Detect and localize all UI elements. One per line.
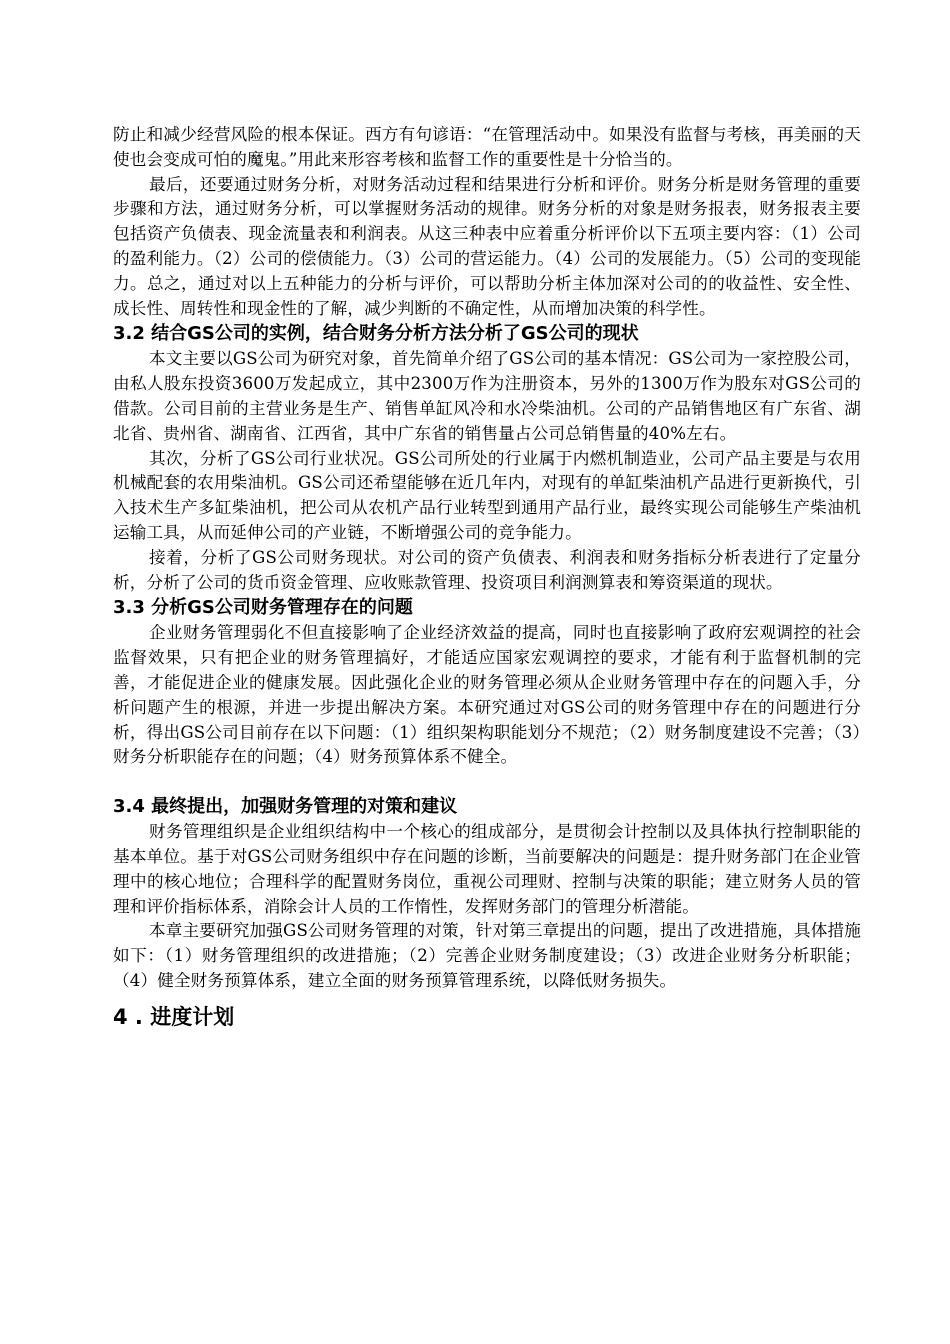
paragraph-financial-analysis: 最后，还要通过财务分析，对财务活动过程和结果进行分析和评价。财务分析是财务管理的重要步骤和方法，通过财务分析，可以掌握财务活动的规律。财务分析的对象是财务报表，财务报表主要包括资产负债表、现金流量表和利润表。从这三种表中应着重分析评价以下五项主要内容：（1）公司的盈利能力。（2）公司的偿债能力。（3）公司的营运能力。（4）公司的发展能力。（5）公司的变现能力。总之，通过对以上五种能力的分析与评价，可以帮助分析主体加深对公司的的收益性、安全性、成长性、周转性和现金性的了解，减少判断的不确定性，从而增加决策的科学性。 <box>113 174 861 318</box>
paragraph-company-overview: 本文主要以GS公司为研究对象，首先简单介绍了GS公司的基本情况：GS公司为一家控股公司，由私人股东投资3600万发起成立，其中2300万作为注册资本，另外的1300万作为股东对GS公司的借款。公司目前的主营业务是生产、销售单缸风冷和水冷柴油机。公司的产品销售地区有广东省、湖北省、贵州省、湖南省、江西省，其中广东省的销售量占公司总销售量的40%左右。 <box>113 349 861 443</box>
section-heading-3-3: 3.3 分析GS公司财务管理存在的问题 <box>113 597 413 619</box>
section-heading-3-4: 3.4 最终提出，加强财务管理的对策和建议 <box>113 796 458 818</box>
chapter-heading-4: 4 . 进度计划 <box>113 1004 235 1029</box>
section-spacer <box>113 994 861 1002</box>
paragraph-risk-supervision: 防止和减少经营风险的根本保证。西方有句谚语：“在管理活动中。如果没有监督与考核，再美丽的天使也会变成可怕的魔鬼。”用此来形容考核和监督工作的重要性是十分恰当的。 <box>113 125 861 169</box>
paragraph-organization-improvement: 财务管理组织是企业组织结构中一个核心的组成部分，是贯彻会计控制以及具体执行控制职能的基本单位。基于对GS公司财务组织中存在问题的诊断，当前要解决的问题是：提升财务部门在企业管理中的核心地位；合理科学的配置财务岗位，重视公司理财、控制与决策的职能；建立财务人员的管理和评价指标体系，消除会计人员的工作惰性，发挥财务部门的管理分析潜能。 <box>113 822 861 916</box>
document-body <box>113 123 861 1032</box>
paragraph-industry-status: 其次，分析了GS公司行业状况。GS公司所处的行业属于内燃机制造业，公司产品主要是与农用机械配套的农用柴油机。GS公司还希望能够在近几年内，对现有的单缸柴油机产品进行更新换代，引入技术生产多缸柴油机，把公司从农机产品行业转型到通用产品行业，最终实现公司能够生产柴油机运输工具，从而延伸公司的产业链，不断增强公司的竞争能力。 <box>113 448 861 542</box>
paragraph-management-problems: 企业财务管理弱化不但直接影响了企业经济效益的提高，同时也直接影响了政府宏观调控的社会监督效果，只有把企业的财务管理搞好，才能适应国家宏观调控的要求，才能有利于监督机制的完善，才能促进企业的健康发展。因此强化企业的财务管理必须从企业财务管理中存在的问题入手，分析问题产生的根源，并进一步提出解决方案。本研究通过对GS公司的财务管理中存在的问题进行分析，得出GS公司目前存在以下问题：（1）组织架构职能划分不规范；（2）财务制度建设不完善；（3）财务分析职能存在的问题；（4）财务预算体系不健全。 <box>113 623 861 767</box>
section-heading-3-2: 3.2 结合GS公司的实例，结合财务分析方法分析了GS公司的现状 <box>113 323 639 345</box>
section-spacer <box>113 770 861 794</box>
paragraph-countermeasures: 本章主要研究加强GS公司财务管理的对策，针对第三章提出的问题，提出了改进措施，具体措施如下：（1）财务管理组织的改进措施；（2）完善企业财务制度建设；（3）改进企业财务分析职能；（4）健全财务预算体系，建立全面的财务预算管理系统，以降低财务损失。 <box>113 921 861 990</box>
paragraph-financial-status: 接着，分析了GS公司财务现状。对公司的资产负债表、利润表和财务指标分析表进行了定量分析，分析了公司的货币资金管理、应收账款管理、投资项目利润测算表和筹资渠道的现状。 <box>113 547 861 592</box>
